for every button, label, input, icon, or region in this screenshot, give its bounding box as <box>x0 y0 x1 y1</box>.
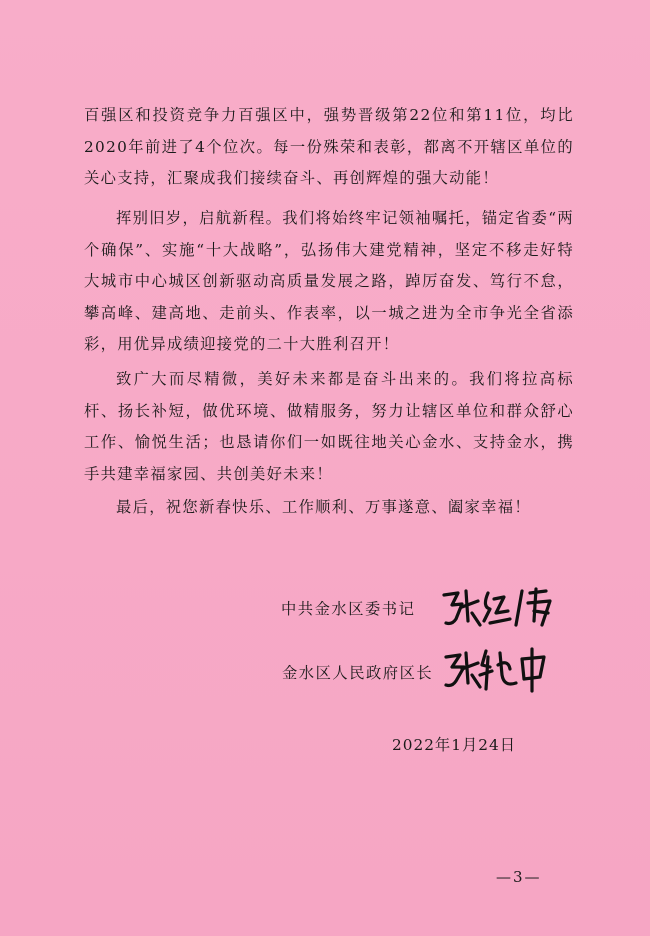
paragraph-1: 百强区和投资竞争力百强区中，强势晋级第22位和第11位，均比2020年前进了4个位次。每一份殊荣和表彰，都离不开辖区单位的关心支持，汇聚成我们接续奋斗、再创辉煌的强大动能！ <box>84 106 574 187</box>
paragraph-3: 致广大而尽精微，美好未来都是奋斗出来的。我们将拉高标杆、扬长补短，做优环境、做精服务，努力让辖区单位和群众舒心工作、愉悦生活；也恳请你们一如既往地关心金水、支持金水，携手共建幸福家园、共创美好未来！ <box>84 370 574 483</box>
signature-title-secretary: 中共金水区委书记 <box>281 600 416 618</box>
paragraph-2: 挥别旧岁，启航新程。我们将始终牢记领袖嘱托，锚定省委“两个确保”、实施“十大战略”，弘扬伟大建党精神，坚定不移走好特大城市中心城区创新驱动高质量发展之路，踔厉奋发、笃行不怠，攀高峰、建高地、走前头、作表率，以一城之进为全市争光全省添彩，用优异成绩迎接党的二十大胜利召开！ <box>84 209 574 353</box>
handwritten-signature-2 <box>442 645 552 693</box>
paragraph-4: 最后，祝您新春快乐、工作顺利、万事遂意、阖家幸福！ <box>116 498 531 516</box>
handwritten-signature-1 <box>438 585 558 631</box>
signature-title-mayor: 金水区人民政府区长 <box>282 664 434 682</box>
page-number: —3— <box>496 868 542 886</box>
letter-date: 2022年1月24日 <box>392 736 517 754</box>
